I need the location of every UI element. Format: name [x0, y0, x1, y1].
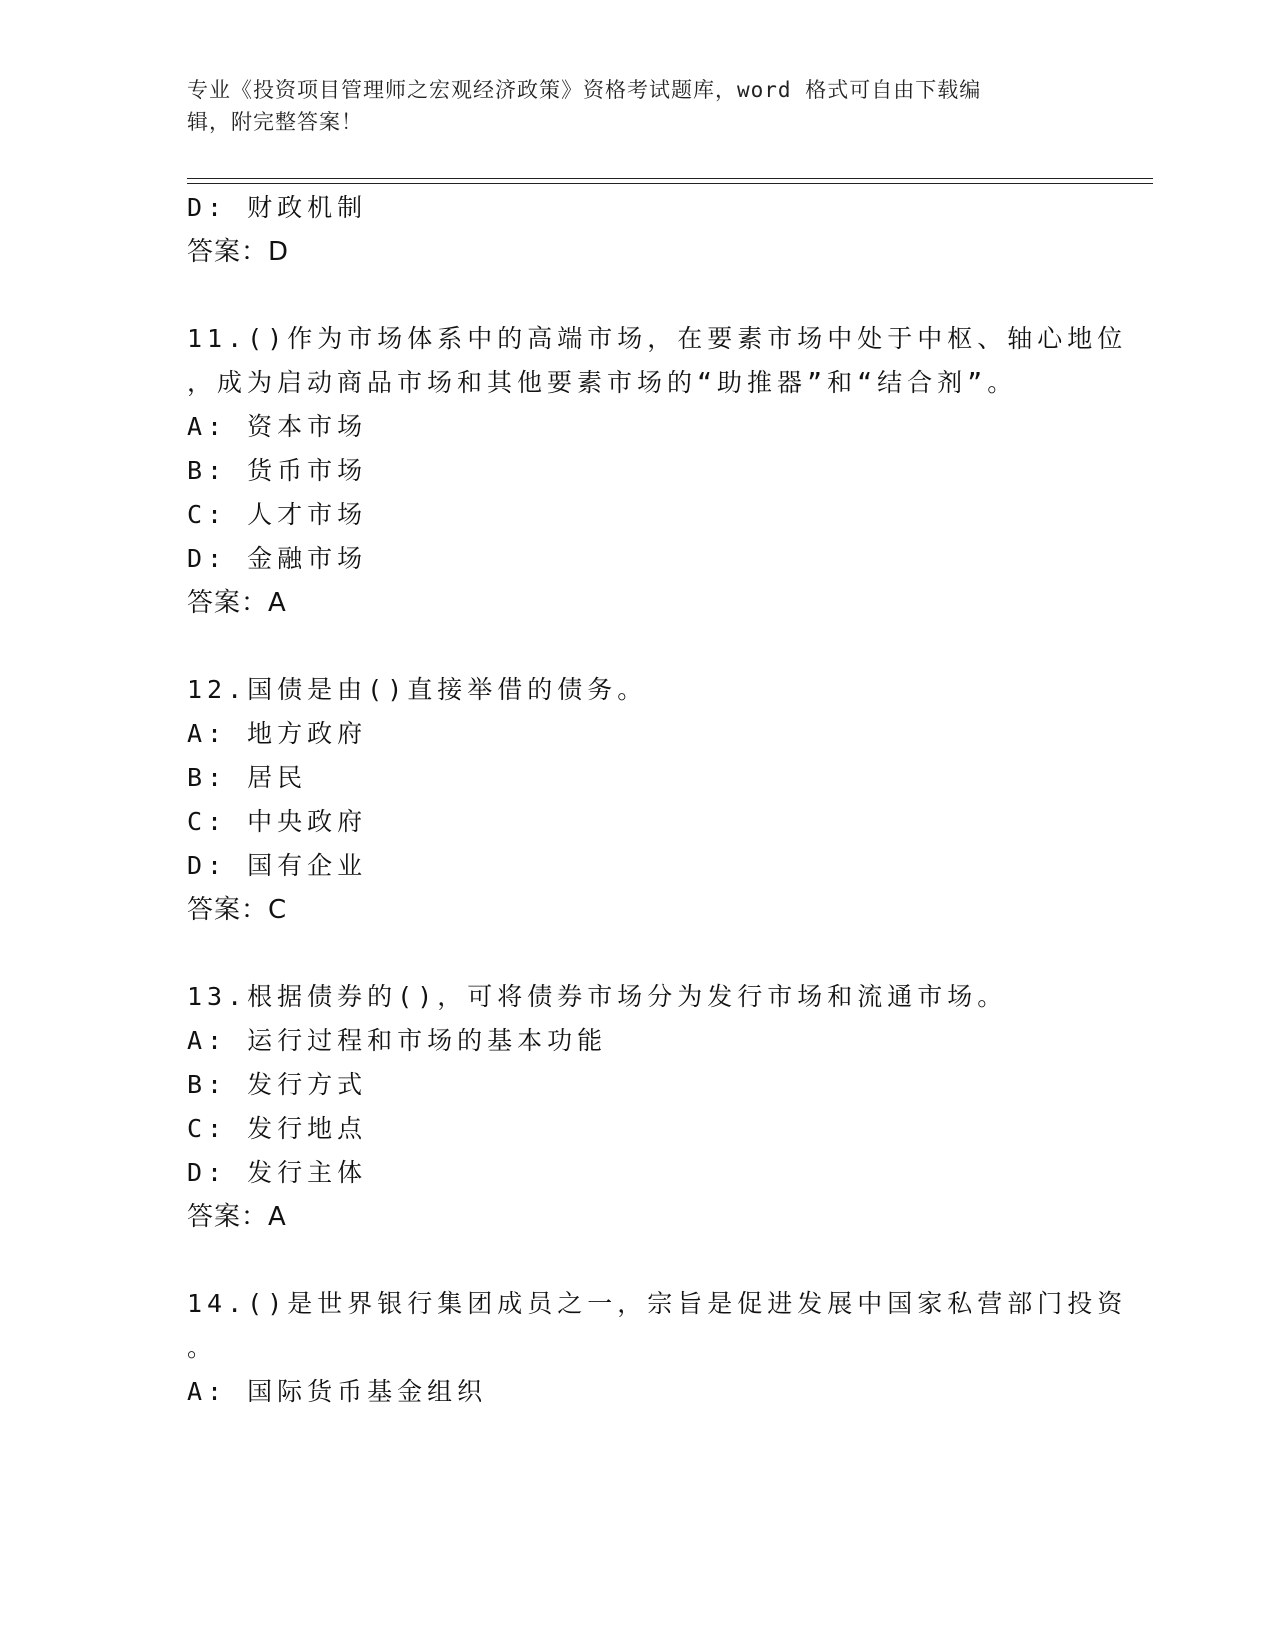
q11-answer: 答案：A — [187, 588, 287, 618]
header-line-2: 辑，附完整答案！ — [187, 110, 363, 134]
q11-option-a: A: 资本市场 — [187, 412, 368, 441]
q12-answer: 答案：C — [187, 895, 288, 925]
prev-answer: 答案：D — [187, 237, 290, 267]
q11-option-d: D: 金融市场 — [187, 544, 368, 573]
q13-stem-line-1: 13.根据债券的()，可将债券市场分为发行市场和流通市场。 — [187, 982, 1008, 1011]
header-rule-bottom — [187, 183, 1153, 184]
q13-option-d: D: 发行主体 — [187, 1158, 368, 1187]
q13-option-b: B: 发行方式 — [187, 1070, 368, 1099]
prev-option-d: D: 财政机制 — [187, 193, 368, 222]
q12-option-b: B: 居民 — [187, 763, 308, 792]
header-rule-top — [187, 178, 1153, 179]
q11-stem-line-1: 11.()作为市场体系中的高端市场，在要素市场中处于中枢、轴心地位 — [187, 324, 1128, 353]
q11-option-c: C: 人才市场 — [187, 500, 368, 529]
q11-stem-line-2: ，成为启动商品市场和其他要素市场的“助推器”和“结合剂”。 — [187, 368, 1018, 397]
q12-option-c: C: 中央政府 — [187, 807, 368, 836]
q14-option-a: A: 国际货币基金组织 — [187, 1377, 488, 1406]
q12-option-d: D: 国有企业 — [187, 851, 368, 880]
q14-stem-line-1: 14.()是世界银行集团成员之一，宗旨是促进发展中国家私营部门投资 — [187, 1289, 1128, 1318]
q12-stem-line-1: 12.国债是由()直接举借的债务。 — [187, 675, 648, 704]
q13-option-a: A: 运行过程和市场的基本功能 — [187, 1026, 608, 1055]
q11-option-b: B: 货币市场 — [187, 456, 368, 485]
q13-option-c: C: 发行地点 — [187, 1114, 368, 1143]
document-header — [187, 74, 1067, 138]
q13-answer: 答案：A — [187, 1202, 287, 1232]
q12-option-a: A: 地方政府 — [187, 719, 368, 748]
q14-stem-line-2: 。 — [187, 1333, 218, 1362]
header-line-1: 专业《投资项目管理师之宏观经济政策》资格考试题库，word 格式可自由下载编 — [187, 78, 982, 102]
